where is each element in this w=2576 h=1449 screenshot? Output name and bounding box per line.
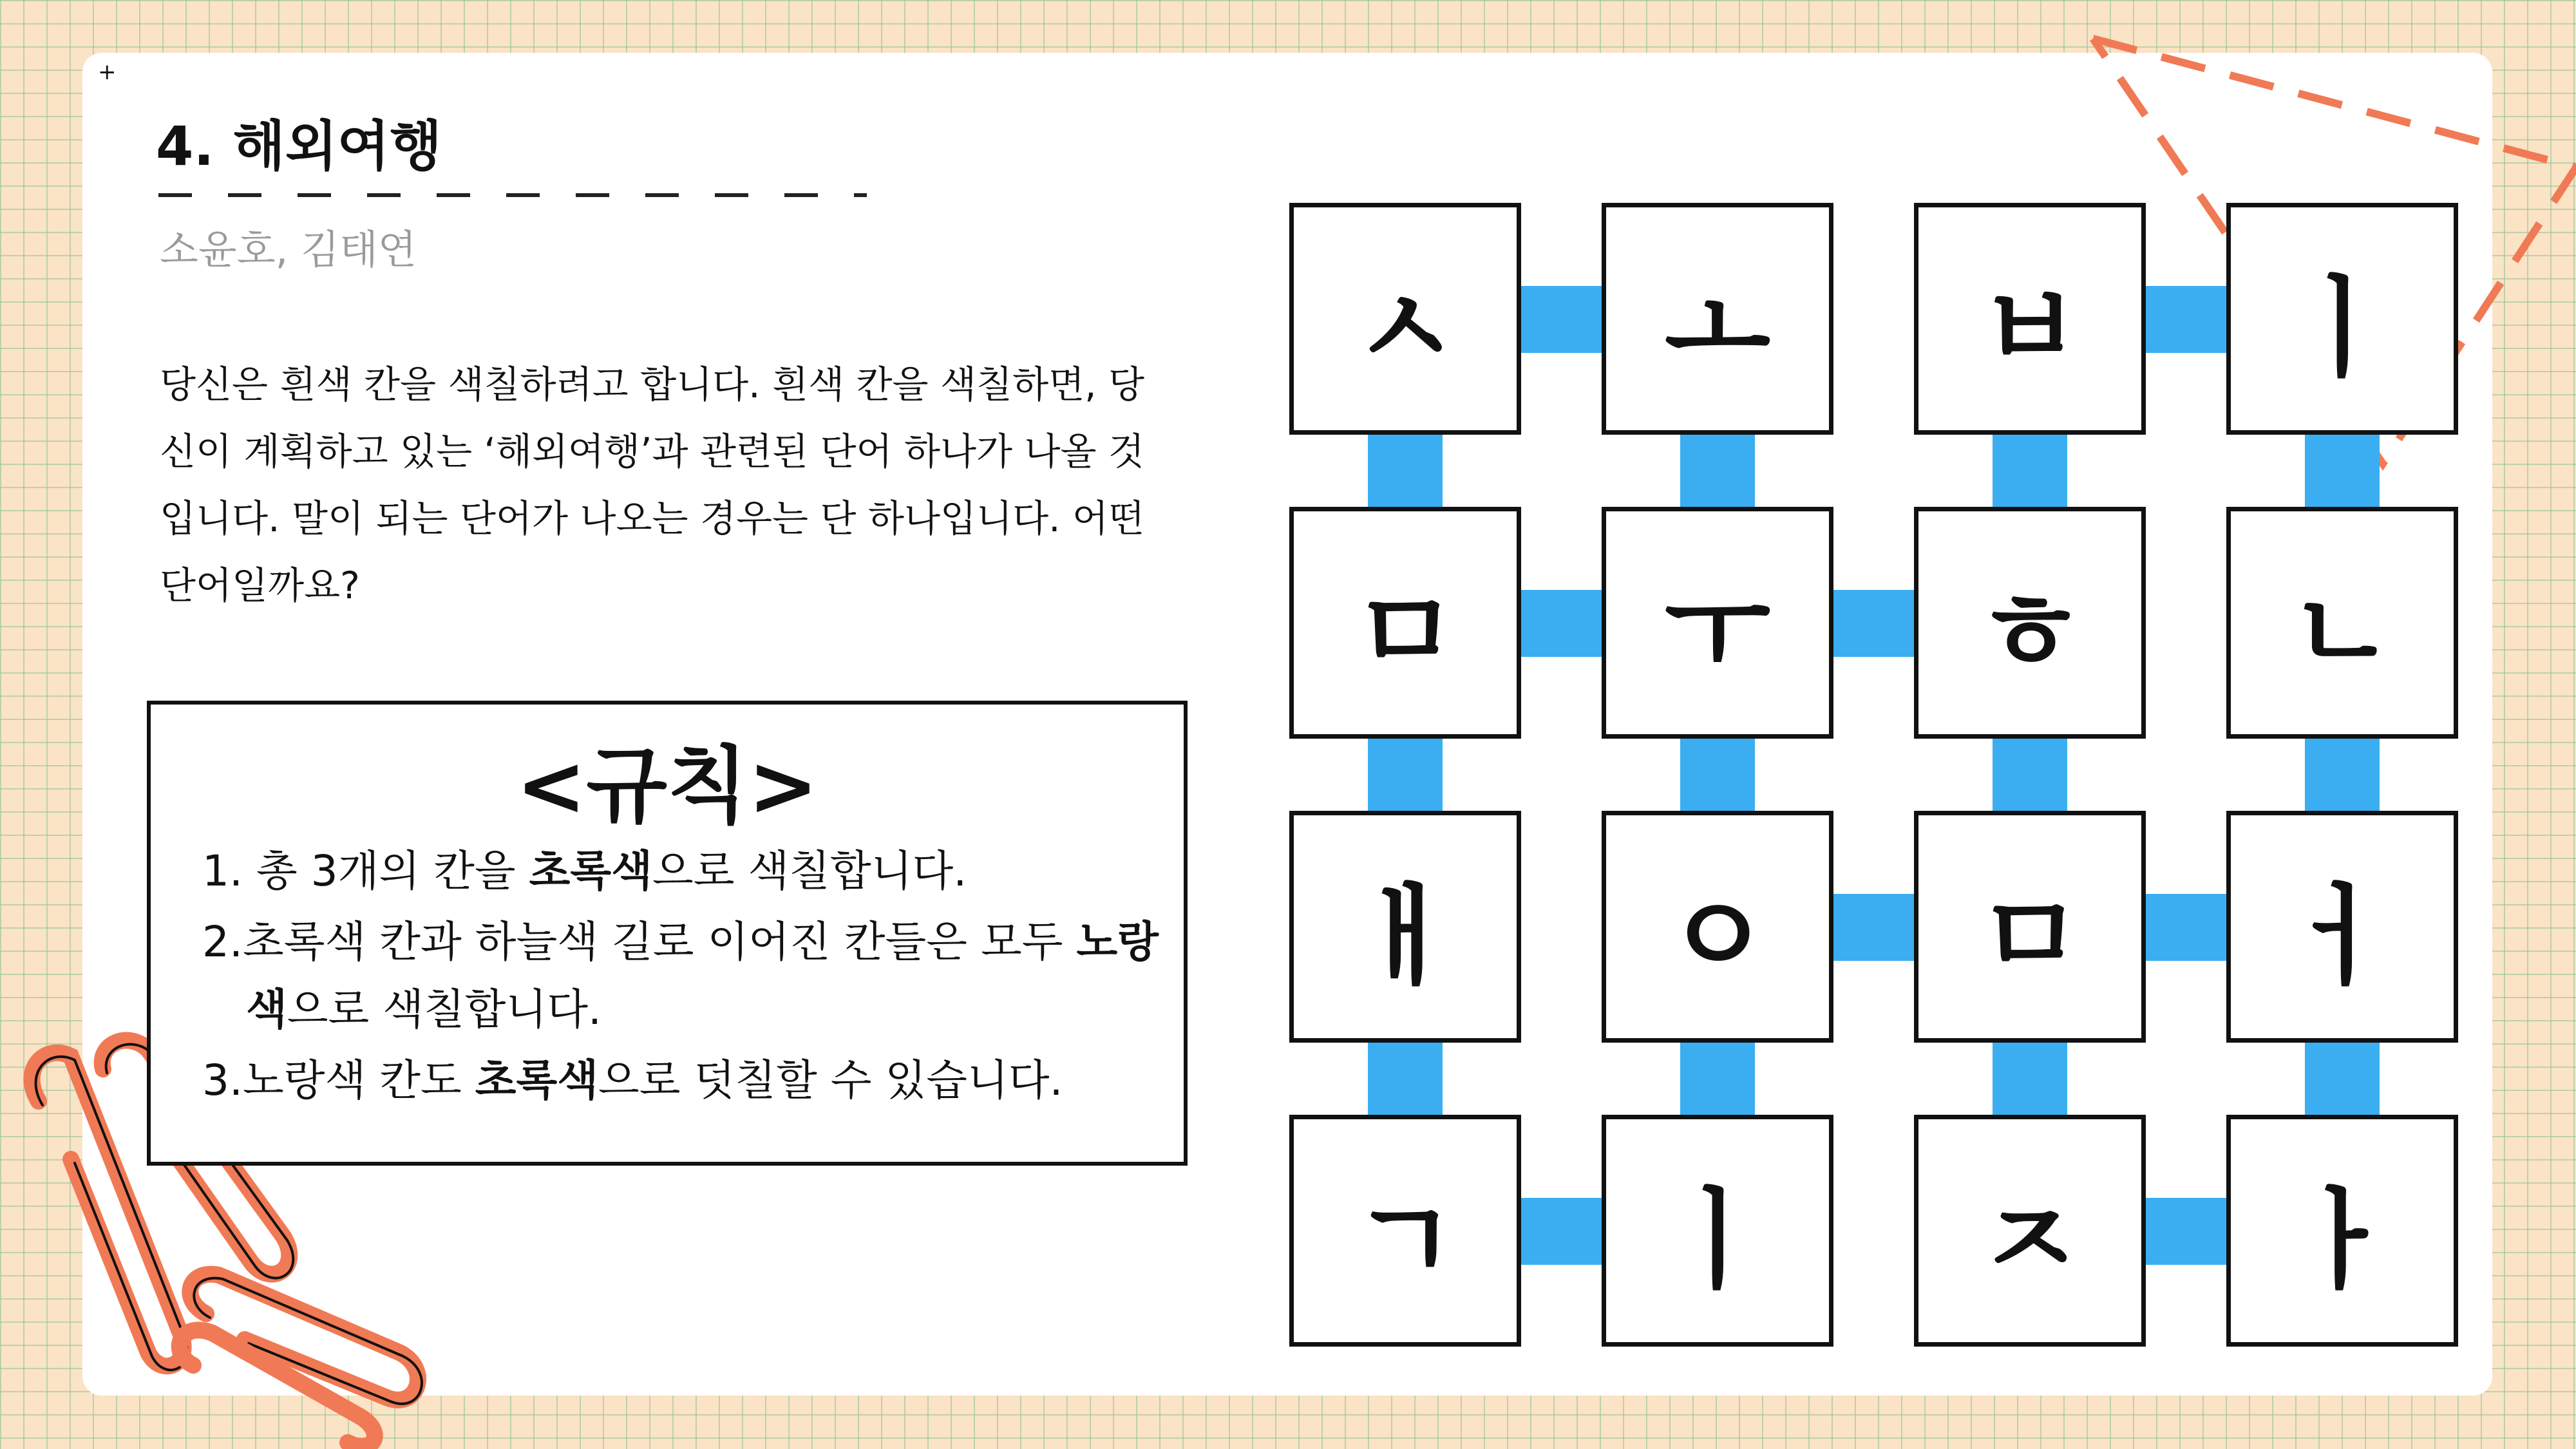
grid-cell[interactable]: ㅣ bbox=[1602, 1115, 1833, 1347]
connector bbox=[1680, 1043, 1755, 1120]
grid-cell[interactable]: ㅁ bbox=[1914, 811, 2146, 1043]
grid-cell[interactable]: ㅜ bbox=[1602, 507, 1833, 739]
grid-cell[interactable]: ㅗ bbox=[1602, 203, 1833, 435]
connector bbox=[1833, 894, 1915, 961]
grid-cell[interactable]: ㅐ bbox=[1289, 811, 1521, 1043]
connector bbox=[1368, 739, 1443, 816]
plus-mark: + bbox=[98, 59, 117, 85]
connector bbox=[1993, 739, 2067, 816]
connector bbox=[2146, 894, 2227, 961]
rule-3: 3.노랑색 칸도 초록색으로 덧칠할 수 있습니다. bbox=[202, 1056, 1063, 1105]
grid-cell[interactable]: ㄱ bbox=[1289, 1115, 1521, 1347]
connector bbox=[2305, 739, 2380, 816]
connector bbox=[2146, 286, 2227, 353]
connector bbox=[1368, 1043, 1443, 1120]
grid-cell[interactable]: ㅏ bbox=[2226, 1115, 2458, 1347]
connector bbox=[2305, 1043, 2380, 1120]
grid-cell[interactable]: ㄴ bbox=[2226, 507, 2458, 739]
connector bbox=[1680, 435, 1755, 512]
connector bbox=[1680, 739, 1755, 816]
grid-cell[interactable]: ㅅ bbox=[1289, 203, 1521, 435]
connector bbox=[1993, 435, 2067, 512]
rule-2-continued: 색으로 색칠합니다. bbox=[246, 985, 602, 1034]
connector bbox=[1521, 286, 1602, 353]
grid-cell[interactable]: ㅣ bbox=[2226, 203, 2458, 435]
page-title: 4. 해외여행 bbox=[156, 115, 442, 178]
grid-cell[interactable]: ㅁ bbox=[1289, 507, 1521, 739]
puzzle-description: 당신은 흰색 칸을 색칠하려고 합니다. 흰색 칸을 색칠하면, 당신이 계획하고 있는 ‘해외여행’과 관련된 단어 하나가 나올 것입니다. 말이 되는 단어가 나오는 경우는 단 하나입니다. 어떤 단어일까요? bbox=[160, 363, 1145, 607]
grid-cell[interactable]: ㅇ bbox=[1602, 811, 1833, 1043]
connector bbox=[2305, 435, 2380, 512]
connector bbox=[1993, 1043, 2067, 1120]
grid-cell[interactable]: ㅓ bbox=[2226, 811, 2458, 1043]
rule-1: 1. 총 3개의 칸을 초록색으로 색칠합니다. bbox=[202, 846, 967, 896]
connector bbox=[1521, 1198, 1602, 1265]
connector bbox=[1368, 435, 1443, 512]
grid-cell[interactable]: ㅎ bbox=[1914, 507, 2146, 739]
rules-title: <규칙> bbox=[516, 737, 819, 835]
grid-cell[interactable]: ㅈ bbox=[1914, 1115, 2146, 1347]
connector bbox=[1521, 590, 1602, 657]
title-dashed-underline bbox=[158, 193, 867, 197]
rules-box bbox=[147, 701, 1188, 1166]
grid-cell[interactable]: ㅂ bbox=[1914, 203, 2146, 435]
connector bbox=[1833, 590, 1915, 657]
rule-2: 2.초록색 칸과 하늘색 길로 이어진 칸들은 모두 노랑 bbox=[202, 917, 1159, 967]
connector bbox=[2146, 1198, 2227, 1265]
authors: 소윤호, 김태연 bbox=[160, 226, 417, 273]
